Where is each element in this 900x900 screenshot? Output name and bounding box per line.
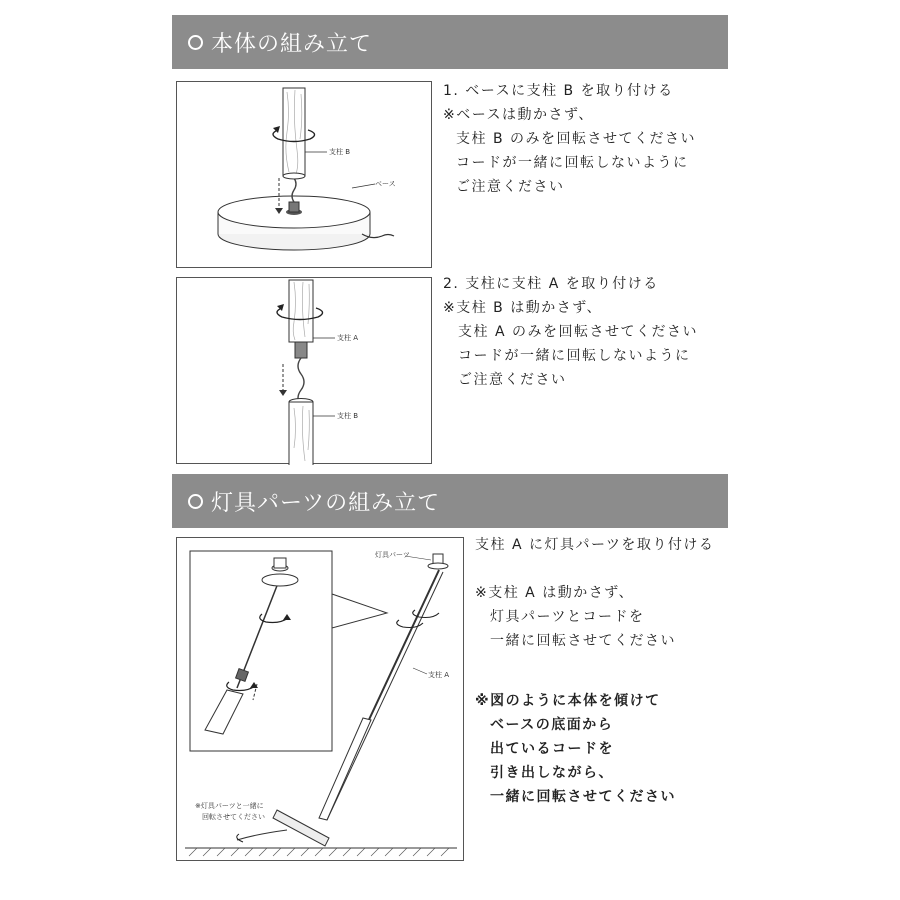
step1-line-4: コードが一緒に回転しないように	[456, 155, 689, 171]
step2-line-4: コードが一緒に回転しないように	[458, 348, 691, 364]
circle-icon	[188, 35, 203, 50]
step1-instructions	[443, 79, 696, 199]
label-pole-b: 支柱 B	[329, 148, 351, 156]
step2-line-3: 支柱 A のみを回転させてください	[458, 324, 698, 340]
figure-step2	[176, 277, 432, 464]
circle-icon	[188, 494, 203, 509]
note-line-1: ※灯具パーツと一緒に	[195, 802, 264, 810]
step3-bold-line-3: 出ているコードを	[490, 741, 614, 757]
step3-line-2: ※支柱 A は動かさず、	[475, 585, 635, 601]
section-header-body	[172, 15, 728, 69]
step3-line-3: 灯具パーツとコードを	[490, 609, 645, 625]
step1-line-5: ご注意ください	[456, 179, 565, 195]
label-pole-b: 支柱 B	[337, 412, 359, 420]
label-base: ベース	[375, 180, 396, 188]
step3-bold-line-5: 一緒に回転させてください	[490, 789, 676, 805]
label-pole-a: 支柱 A	[428, 671, 450, 679]
note-line-2: 回転させてください	[202, 813, 265, 821]
step3-instructions	[475, 533, 714, 809]
step1-line-2: ※ベースは動かさず、	[443, 107, 594, 123]
lamp-part-illustration	[177, 538, 465, 862]
step2-line-5: ご注意ください	[458, 372, 567, 388]
section-header-lamp	[172, 474, 728, 528]
label-lamp-part: 灯具パーツ	[375, 551, 410, 559]
step3-bold-line-2: ベースの底面から	[490, 717, 614, 733]
step2-line-2: ※支柱 B は動かさず、	[443, 300, 603, 316]
label-pole-a: 支柱 A	[337, 334, 359, 342]
step1-line-1: 1. ベースに支柱 B を取り付ける	[443, 83, 674, 99]
section-title: 本体の組み立て	[211, 31, 373, 57]
step1-line-3: 支柱 B のみを回転させてください	[456, 131, 697, 147]
pole-a-pole-b-illustration	[177, 278, 433, 465]
step3-bold-line-1: ※図のように本体を傾けて	[475, 693, 661, 709]
step3-line-1: 支柱 A に灯具パーツを取り付ける	[475, 537, 715, 553]
ground-hatch	[189, 848, 449, 856]
base-pole-b-illustration	[177, 82, 433, 269]
figure-step1	[176, 81, 432, 268]
section-title: 灯具パーツの組み立て	[211, 490, 441, 516]
step2-line-1: 2. 支柱に支柱 A を取り付ける	[443, 276, 659, 292]
step3-bold-line-4: 引き出しながら、	[490, 765, 614, 781]
step2-instructions	[443, 272, 698, 392]
step3-line-4: 一緒に回転させてください	[490, 633, 676, 649]
figure-step3	[176, 537, 464, 861]
